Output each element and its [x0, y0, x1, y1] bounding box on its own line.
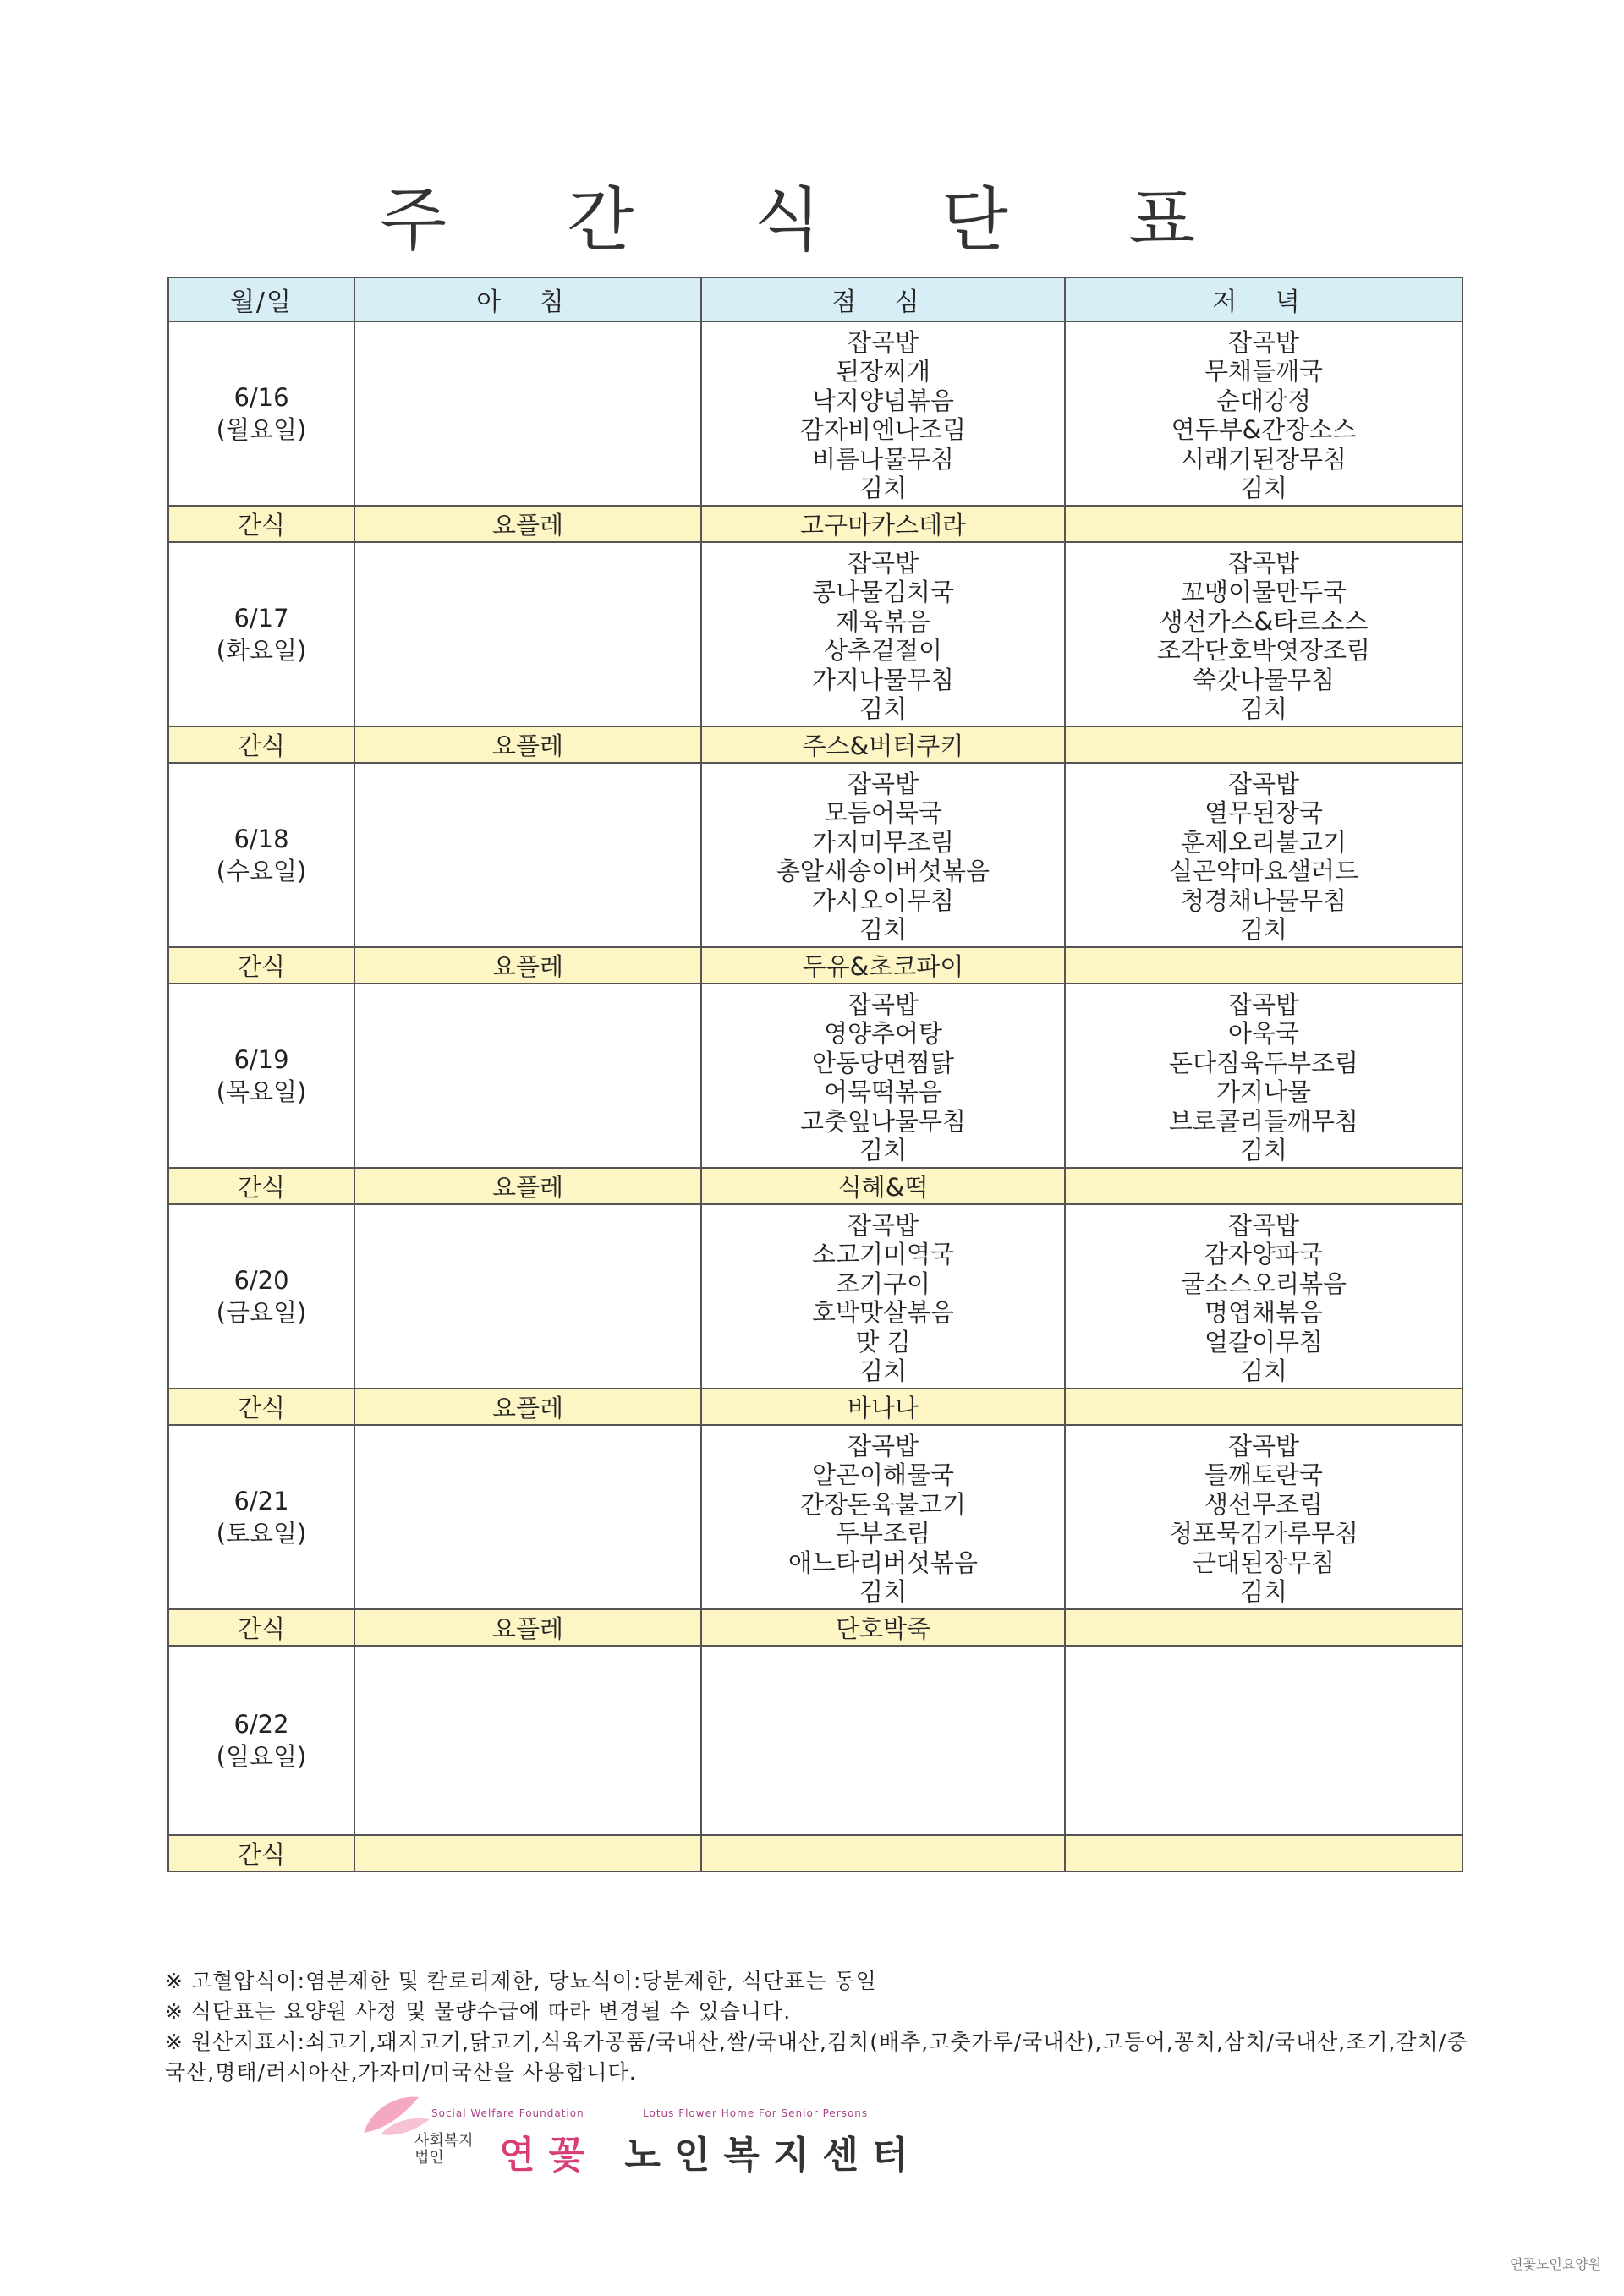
menu-item: 들깨토란국: [1204, 1460, 1324, 1489]
menu-item: 김치: [859, 1356, 908, 1385]
snack-label: 간식: [168, 1168, 354, 1204]
menu-item: 낙지양념볶음: [811, 386, 955, 415]
snack-morning: 요플레: [354, 1609, 701, 1646]
menu-item: 실곤약마요샐러드: [1168, 857, 1359, 885]
snack-evening: [1065, 1609, 1462, 1646]
menu-item: 감자비엔나조림: [799, 415, 967, 444]
menu-item: 잡곡밥: [847, 989, 919, 1019]
snack-afternoon: 주스&버터쿠키: [701, 726, 1065, 763]
notes: [165, 1966, 1484, 2088]
date-value: 6/22: [233, 1710, 289, 1739]
menu-item: 굴소스오리볶음: [1180, 1269, 1347, 1298]
menu-item: 브로콜리들깨무침: [1168, 1106, 1359, 1136]
breakfast-cell: [354, 1425, 701, 1609]
lunch-cell: [701, 1646, 1065, 1835]
snack-row: [168, 726, 1462, 763]
dinner-cell: [1065, 542, 1462, 726]
snack-evening: [1065, 726, 1462, 763]
page-title: 주 간 식 단 표: [379, 180, 1245, 260]
menu-item: 잡곡밥: [847, 1431, 919, 1460]
menu-item: 명엽채볶음: [1204, 1298, 1324, 1327]
menu-item: 근대된장무침: [1192, 1548, 1336, 1577]
menu-item: 알곤이해물국: [811, 1460, 955, 1489]
snack-label: 간식: [168, 947, 354, 984]
menu-item: 잡곡밥: [1227, 989, 1300, 1019]
menu-item: 청포묵김가루무침: [1168, 1519, 1359, 1548]
menu-item: 조기구이: [835, 1269, 931, 1298]
date-value: 6/21: [233, 1487, 289, 1515]
snack-morning: 요플레: [354, 506, 701, 542]
weekday-value: (토요일): [216, 1519, 307, 1548]
breakfast-cell: [354, 1646, 701, 1835]
table-header-row: [168, 277, 1462, 321]
menu-item: 김치: [859, 1577, 908, 1606]
menu-item: 김치: [859, 474, 908, 502]
day-row: [168, 763, 1462, 947]
menu-item: 생선가스&타르소스: [1159, 606, 1369, 636]
date-value: 6/19: [233, 1045, 289, 1074]
snack-morning: 요플레: [354, 947, 701, 984]
snack-row: [168, 1609, 1462, 1646]
menu-item: 김치: [859, 1136, 908, 1164]
menu-item: 영양추어탕: [823, 1019, 943, 1048]
weekday-value: (일요일): [216, 1742, 307, 1771]
menu-item: 두부조림: [835, 1519, 931, 1548]
menu-item: 잡곡밥: [1227, 548, 1300, 578]
menu-item: 생선무조림: [1204, 1489, 1324, 1519]
day-row: [168, 321, 1462, 506]
snack-evening: [1065, 1389, 1462, 1425]
menu-item: 감자양파국: [1204, 1240, 1324, 1269]
day-row: [168, 1204, 1462, 1389]
snack-morning: 요플레: [354, 1168, 701, 1204]
snack-label: 간식: [168, 1389, 354, 1425]
breakfast-cell: [354, 984, 701, 1168]
snack-evening: [1065, 947, 1462, 984]
menu-item: 모듬어묵국: [823, 798, 943, 827]
date-value: 6/17: [233, 604, 289, 633]
date-cell: [168, 1204, 354, 1389]
snack-morning: [354, 1835, 701, 1871]
snack-afternoon: 단호박죽: [701, 1609, 1065, 1646]
weekday-value: (목요일): [216, 1077, 307, 1106]
snack-morning: 요플레: [354, 1389, 701, 1425]
menu-item: 김치: [859, 694, 908, 723]
dinner-cell: [1065, 1646, 1462, 1835]
lunch-cell: [701, 542, 1065, 726]
menu-item: 청경채나물무침: [1180, 885, 1347, 915]
menu-item: 김치: [1239, 1356, 1288, 1385]
lunch-cell: [701, 984, 1065, 1168]
day-row: [168, 1646, 1462, 1835]
menu-item: 쑥갓나물무침: [1192, 665, 1336, 694]
dinner-cell: [1065, 321, 1462, 506]
menu-item: 콩나물김치국: [811, 578, 955, 606]
menu-item: 시래기된장무침: [1180, 444, 1347, 474]
menu-item: 김치: [859, 915, 908, 944]
lunch-cell: [701, 1204, 1065, 1389]
menu-item: 잡곡밥: [1227, 327, 1300, 357]
date-cell: [168, 542, 354, 726]
menu-item: 김치: [1239, 694, 1288, 723]
breakfast-cell: [354, 542, 701, 726]
menu-item: 가지미무조림: [811, 827, 955, 857]
snack-evening: [1065, 1168, 1462, 1204]
menu-item: 맛 김: [855, 1327, 911, 1356]
snack-row: [168, 1389, 1462, 1425]
menu-item: 잡곡밥: [847, 769, 919, 798]
day-row: [168, 542, 1462, 726]
weekday-value: (금요일): [216, 1298, 307, 1327]
menu-item: 가지나물무침: [811, 665, 955, 694]
date-cell: [168, 1646, 354, 1835]
snack-label: 간식: [168, 1609, 354, 1646]
snack-label: 간식: [168, 726, 354, 763]
header-date: 월/일: [168, 277, 354, 321]
menu-item: 가지나물: [1215, 1077, 1312, 1106]
snack-afternoon: 고구마카스테라: [701, 506, 1065, 542]
menu-item: 잡곡밥: [1227, 1210, 1300, 1240]
snack-label: 간식: [168, 506, 354, 542]
breakfast-cell: [354, 321, 701, 506]
day-row: [168, 1425, 1462, 1609]
weekday-value: (수요일): [216, 857, 307, 885]
menu-item: 김치: [1239, 915, 1288, 944]
note-line: ※ 원산지표시:쇠고기,돼지고기,닭고기,식육가공품/국내산,쌀/국내산,김치(배추,고춧가루/국내산),고등어,꽁치,삼치/국내산,조기,갈치/중국산,명태/러시아산,가자미/미국산을 사용합니다.: [165, 2030, 1468, 2085]
logo-tag-foundation: Social Welfare Foundation: [431, 2107, 584, 2119]
dinner-cell: [1065, 1425, 1462, 1609]
header-lunch: 점 심: [701, 277, 1065, 321]
menu-item: 무채들깨국: [1204, 357, 1324, 386]
corner-watermark: 연꽃노인요양원: [1510, 2256, 1602, 2272]
snack-evening: [1065, 506, 1462, 542]
menu-body: [168, 321, 1462, 1871]
menu-item: 안동당면찜닭: [811, 1048, 955, 1077]
logo-org-name-rest: 노인복지센터: [624, 2134, 922, 2177]
menu-item: 어묵떡볶음: [823, 1077, 943, 1106]
snack-afternoon: 두유&초코파이: [701, 947, 1065, 984]
lunch-cell: [701, 763, 1065, 947]
date-value: 6/20: [233, 1266, 289, 1295]
date-value: 6/16: [233, 383, 289, 412]
snack-afternoon: [701, 1835, 1065, 1871]
menu-item: 비름나물무침: [811, 444, 955, 474]
dinner-cell: [1065, 763, 1462, 947]
menu-item: 잡곡밥: [847, 1210, 919, 1240]
menu-item: 김치: [1239, 474, 1288, 502]
menu-item: 훈제오리불고기: [1180, 827, 1347, 857]
menu-item: 상추겉절이: [823, 636, 943, 665]
snack-afternoon: 식혜&떡: [701, 1168, 1065, 1204]
logo-org-name: [499, 2124, 921, 2178]
menu-item: 연두부&간장소스: [1171, 415, 1357, 444]
menu-item: 꼬맹이물만두국: [1180, 578, 1347, 606]
snack-morning: 요플레: [354, 726, 701, 763]
menu-item: 열무된장국: [1204, 798, 1324, 827]
date-cell: [168, 984, 354, 1168]
weekday-value: (월요일): [216, 415, 307, 444]
menu-item: 잡곡밥: [847, 548, 919, 578]
date-cell: [168, 763, 354, 947]
breakfast-cell: [354, 763, 701, 947]
snack-row: [168, 1835, 1462, 1871]
menu-item: 잡곡밥: [1227, 769, 1300, 798]
menu-item: 돈다짐육두부조림: [1168, 1048, 1359, 1077]
note-line: ※ 식단표는 요양원 사정 및 물량수급에 따라 변경될 수 있습니다.: [165, 1999, 792, 2024]
snack-row: [168, 1168, 1462, 1204]
menu-item: 얼갈이무침: [1204, 1327, 1324, 1356]
menu-item: 소고기미역국: [811, 1240, 955, 1269]
lunch-cell: [701, 321, 1065, 506]
menu-item: 잡곡밥: [1227, 1431, 1300, 1460]
snack-row: [168, 947, 1462, 984]
menu-item: 애느타리버섯볶음: [787, 1548, 979, 1577]
note-line: ※ 고혈압식이:염분제한 및 칼로리제한, 당뇨식이:당분제한, 식단표는 동일: [165, 1969, 877, 1993]
snack-label: 간식: [168, 1835, 354, 1871]
menu-item: 간장돈육불고기: [799, 1489, 967, 1519]
snack-row: [168, 506, 1462, 542]
header-breakfast: 아 침: [354, 277, 701, 321]
menu-item: 제육볶음: [835, 606, 931, 636]
lunch-cell: [701, 1425, 1065, 1609]
menu-item: 순대강정: [1215, 386, 1312, 415]
snack-afternoon: 바나나: [701, 1389, 1065, 1425]
organization-logo: [355, 2082, 1015, 2175]
logo-org-name-accent: 연꽃: [499, 2134, 599, 2177]
logo-tag-home: Lotus Flower Home For Senior Persons: [643, 2107, 869, 2119]
logo-org-type: 사회복지 법인: [414, 2132, 474, 2167]
dinner-cell: [1065, 984, 1462, 1168]
menu-item: 가시오이무침: [811, 885, 955, 915]
menu-item: 잡곡밥: [847, 327, 919, 357]
menu-item: 고춧잎나물무침: [799, 1106, 967, 1136]
day-row: [168, 984, 1462, 1168]
menu-item: 조각단호박엿장조림: [1156, 636, 1371, 665]
menu-item: 된장찌개: [835, 357, 931, 386]
menu-item: 아욱국: [1227, 1019, 1300, 1048]
weekly-menu-table: [167, 277, 1463, 1872]
menu-item: 김치: [1239, 1577, 1288, 1606]
header-dinner: 저 녁: [1065, 277, 1462, 321]
menu-item: 호박맛살볶음: [811, 1298, 955, 1327]
snack-evening: [1065, 1835, 1462, 1871]
weekday-value: (화요일): [216, 636, 307, 665]
date-cell: [168, 1425, 354, 1609]
menu-item: 김치: [1239, 1136, 1288, 1164]
dinner-cell: [1065, 1204, 1462, 1389]
breakfast-cell: [354, 1204, 701, 1389]
date-value: 6/18: [233, 825, 289, 853]
menu-item: 총알새송이버섯볶음: [776, 857, 990, 885]
date-cell: [168, 321, 354, 506]
